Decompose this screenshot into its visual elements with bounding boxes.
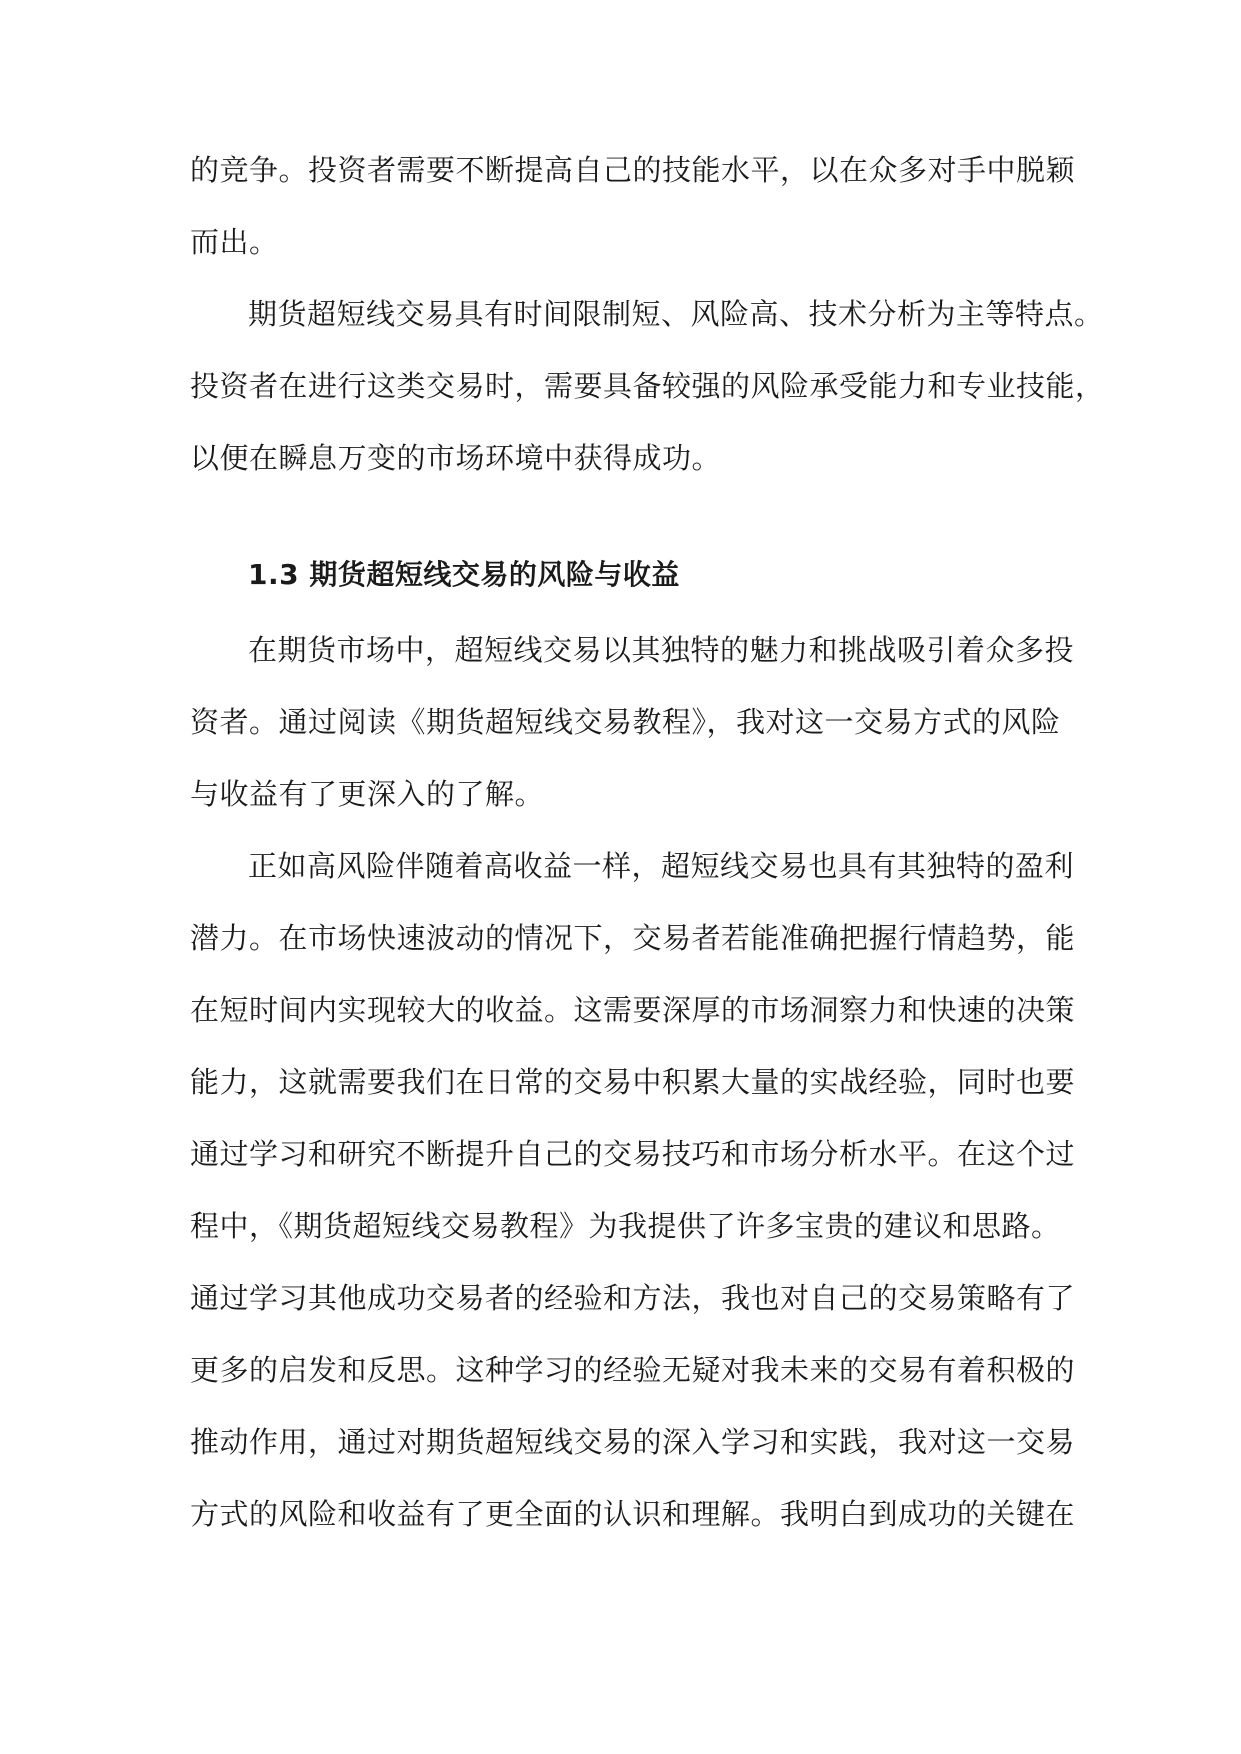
paragraph-4-line-1: 正如高风险伴随着高收益一样，超短线交易也具有其独特的盈利: [248, 849, 1075, 883]
paragraph-4-line-9: 推动作用，通过对期货超短线交易的深入学习和实践，我对这一交易: [190, 1425, 1076, 1459]
paragraph-4-line-6: 程中，《期货超短线交易教程》为我提供了许多宝贵的建议和思路。: [190, 1209, 1061, 1243]
paragraph-1-line-2: 而出。: [190, 225, 279, 259]
paragraph-2-line-1: 期货超短线交易具有时间限制短、风险高、技术分析为主等特点。: [248, 297, 1104, 331]
paragraph-3-line-2: 资者。通过阅读《期货超短线交易教程》，我对这一交易方式的风险: [190, 705, 1061, 739]
paragraph-3-line-3: 与收益有了更深入的了解。: [190, 777, 545, 811]
paragraph-4-line-2: 潜力。在市场快速波动的情况下，交易者若能准确把握行情趋势，能: [190, 921, 1076, 955]
paragraph-4-line-7: 通过学习其他成功交易者的经验和方法，我也对自己的交易策略有了: [190, 1281, 1076, 1315]
paragraph-4-line-5: 通过学习和研究不断提升自己的交易技巧和市场分析水平。在这个过: [190, 1137, 1076, 1171]
paragraph-1-line-1: 的竞争。投资者需要不断提高自己的技能水平，以在众多对手中脱颖: [190, 153, 1076, 187]
paragraph-4-line-10: 方式的风险和收益有了更全面的认识和理解。我明白到成功的关键在: [190, 1497, 1076, 1531]
paragraph-2-line-3: 以便在瞬息万变的市场环境中获得成功。: [190, 441, 722, 475]
section-heading: 1.3 期货超短线交易的风险与收益: [248, 558, 680, 591]
paragraph-4-line-4: 能力，这就需要我们在日常的交易中积累大量的实战经验，同时也要: [190, 1065, 1076, 1099]
paragraph-4-line-8: 更多的启发和反思。这种学习的经验无疑对我未来的交易有着积极的: [190, 1353, 1076, 1387]
paragraph-4-line-3: 在短时间内实现较大的收益。这需要深厚的市场洞察力和快速的决策: [190, 993, 1076, 1027]
paragraph-2-line-2: 投资者在进行这类交易时，需要具备较强的风险承受能力和专业技能，: [190, 369, 1105, 403]
paragraph-3-line-1: 在期货市场中，超短线交易以其独特的魅力和挑战吸引着众多投: [248, 633, 1075, 667]
